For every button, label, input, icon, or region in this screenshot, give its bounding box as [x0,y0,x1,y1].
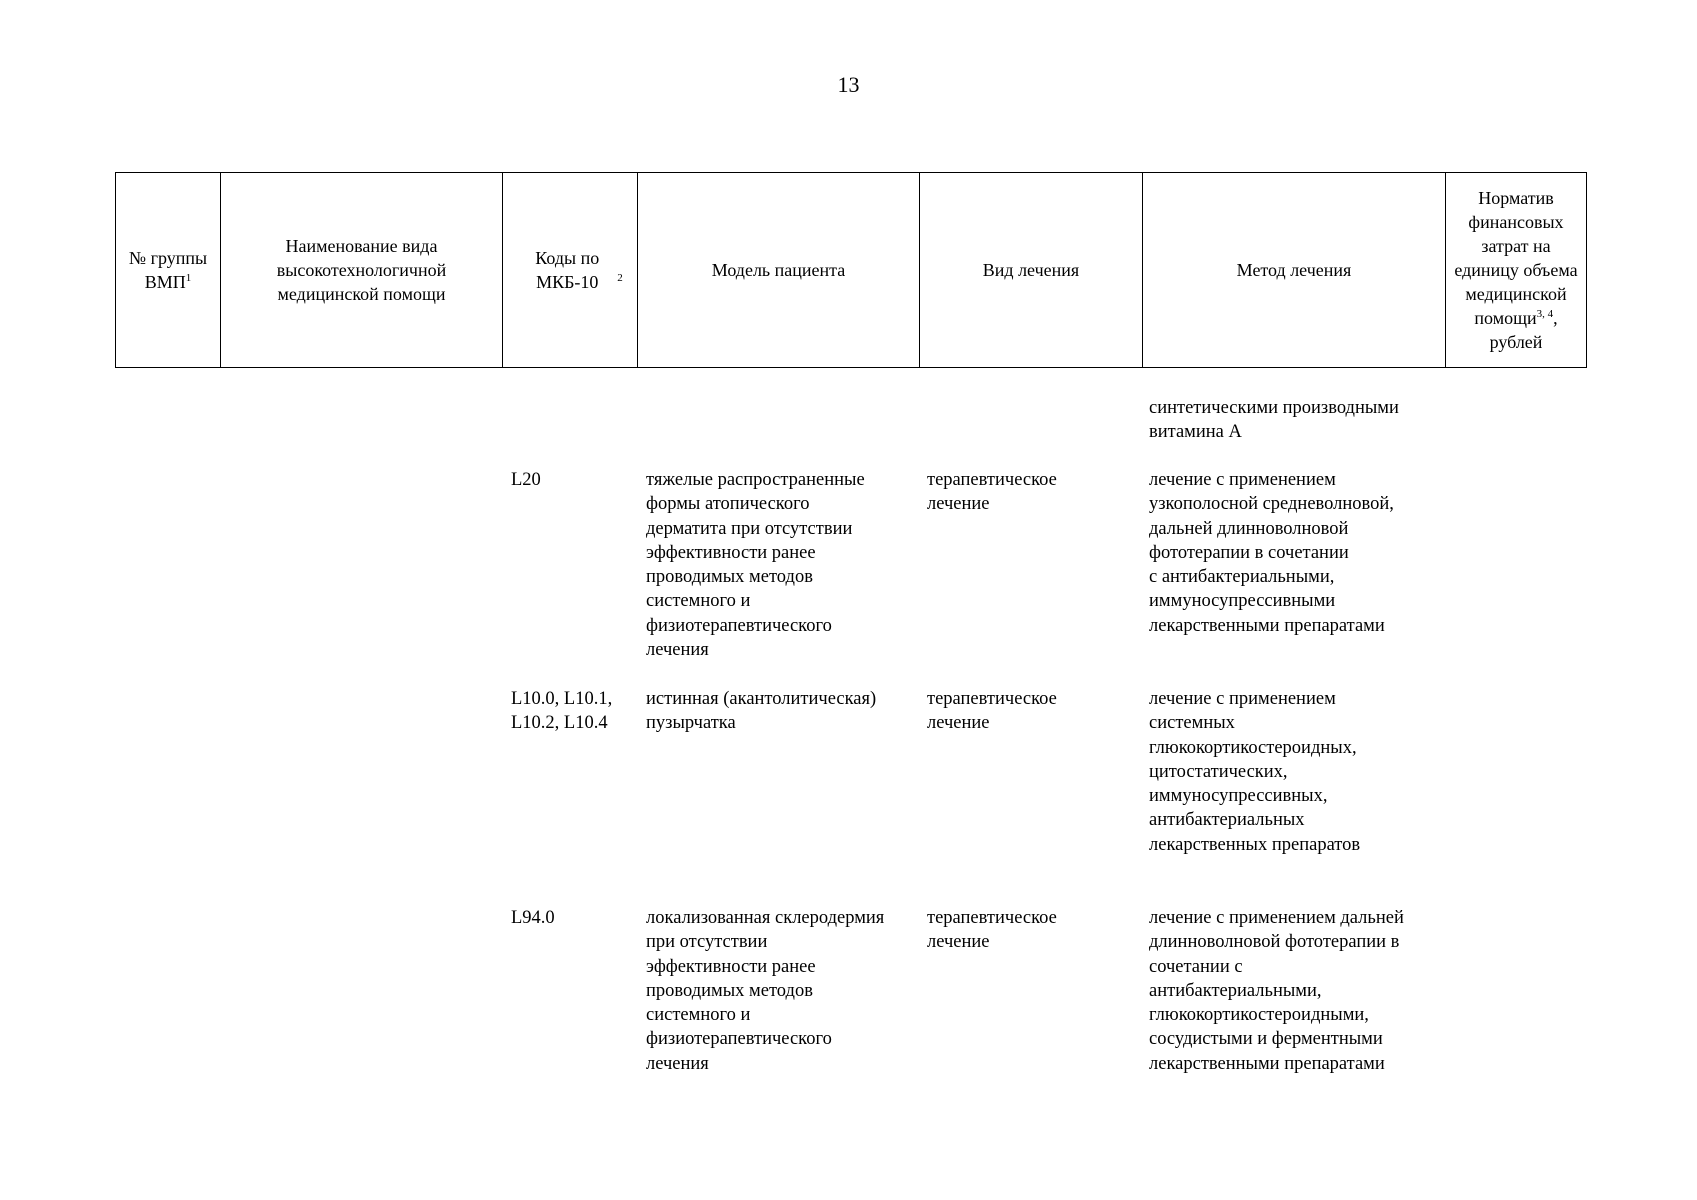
row-patient-model: тяжелые распространенные формы атопического дерматита при отсутствии эффективности ранее проводимых методов системного и физиотерапевтического лечения [646,470,865,661]
row-code: L94.0 [511,908,555,928]
header-patient-model: Модель пациента [638,173,920,368]
header-treatment-method: Метод лечения [1143,173,1446,368]
header-care-type-name: Наименование вида высокотехнологичной медицинской помощи [221,173,503,368]
page-number: 13 [837,72,860,97]
row-treatment-type: терапевтическое лечение [927,470,1057,515]
table-header [115,172,1587,368]
row-code: L10.0, L10.1, L10.2, L10.4 [511,689,613,734]
header-icd-codes: Коды по МКБ-10 $^2$ [503,173,638,368]
header-group-number: № группы ВМП$^1$ [116,173,221,368]
row-treatment-method: лечение с применением дальней длинноволновой фототерапии в сочетании с антибактериальными, глюкокортикостероидными, сосудистыми и ферментными лекарственными препаратами [1149,908,1404,1074]
row-treatment-type: терапевтическое лечение [927,908,1057,953]
continuation-method: синтетическими производными витамина А [1149,398,1399,443]
row-treatment-method: лечение с применением узкополосной средневолновой, дальней длинноволновой фототерапии в сочетании с антибактериальными, иммуносупрессивными лекарственными препаратами [1149,470,1394,636]
row-patient-model: истинная (акантолитическая) пузырчатка [646,689,877,734]
row-code: L20 [511,470,541,490]
row-patient-model: локализованная склеродермия при отсутствии эффективности ранее проводимых методов системного и физиотерапевтического лечения [646,908,885,1074]
row-treatment-method: лечение с применением системных глюкокортикостероидных, цитостатических, иммуносупрессивных, антибактериальных лекарственных препаратов [1149,689,1361,855]
row-treatment-type: терапевтическое лечение [927,689,1057,734]
header-cost-norm: Норматив финансовых затрат на единицу объема медицинской помощи$^{3, 4}$, рублей [1446,173,1587,368]
header-treatment-type: Вид лечения [920,173,1143,368]
